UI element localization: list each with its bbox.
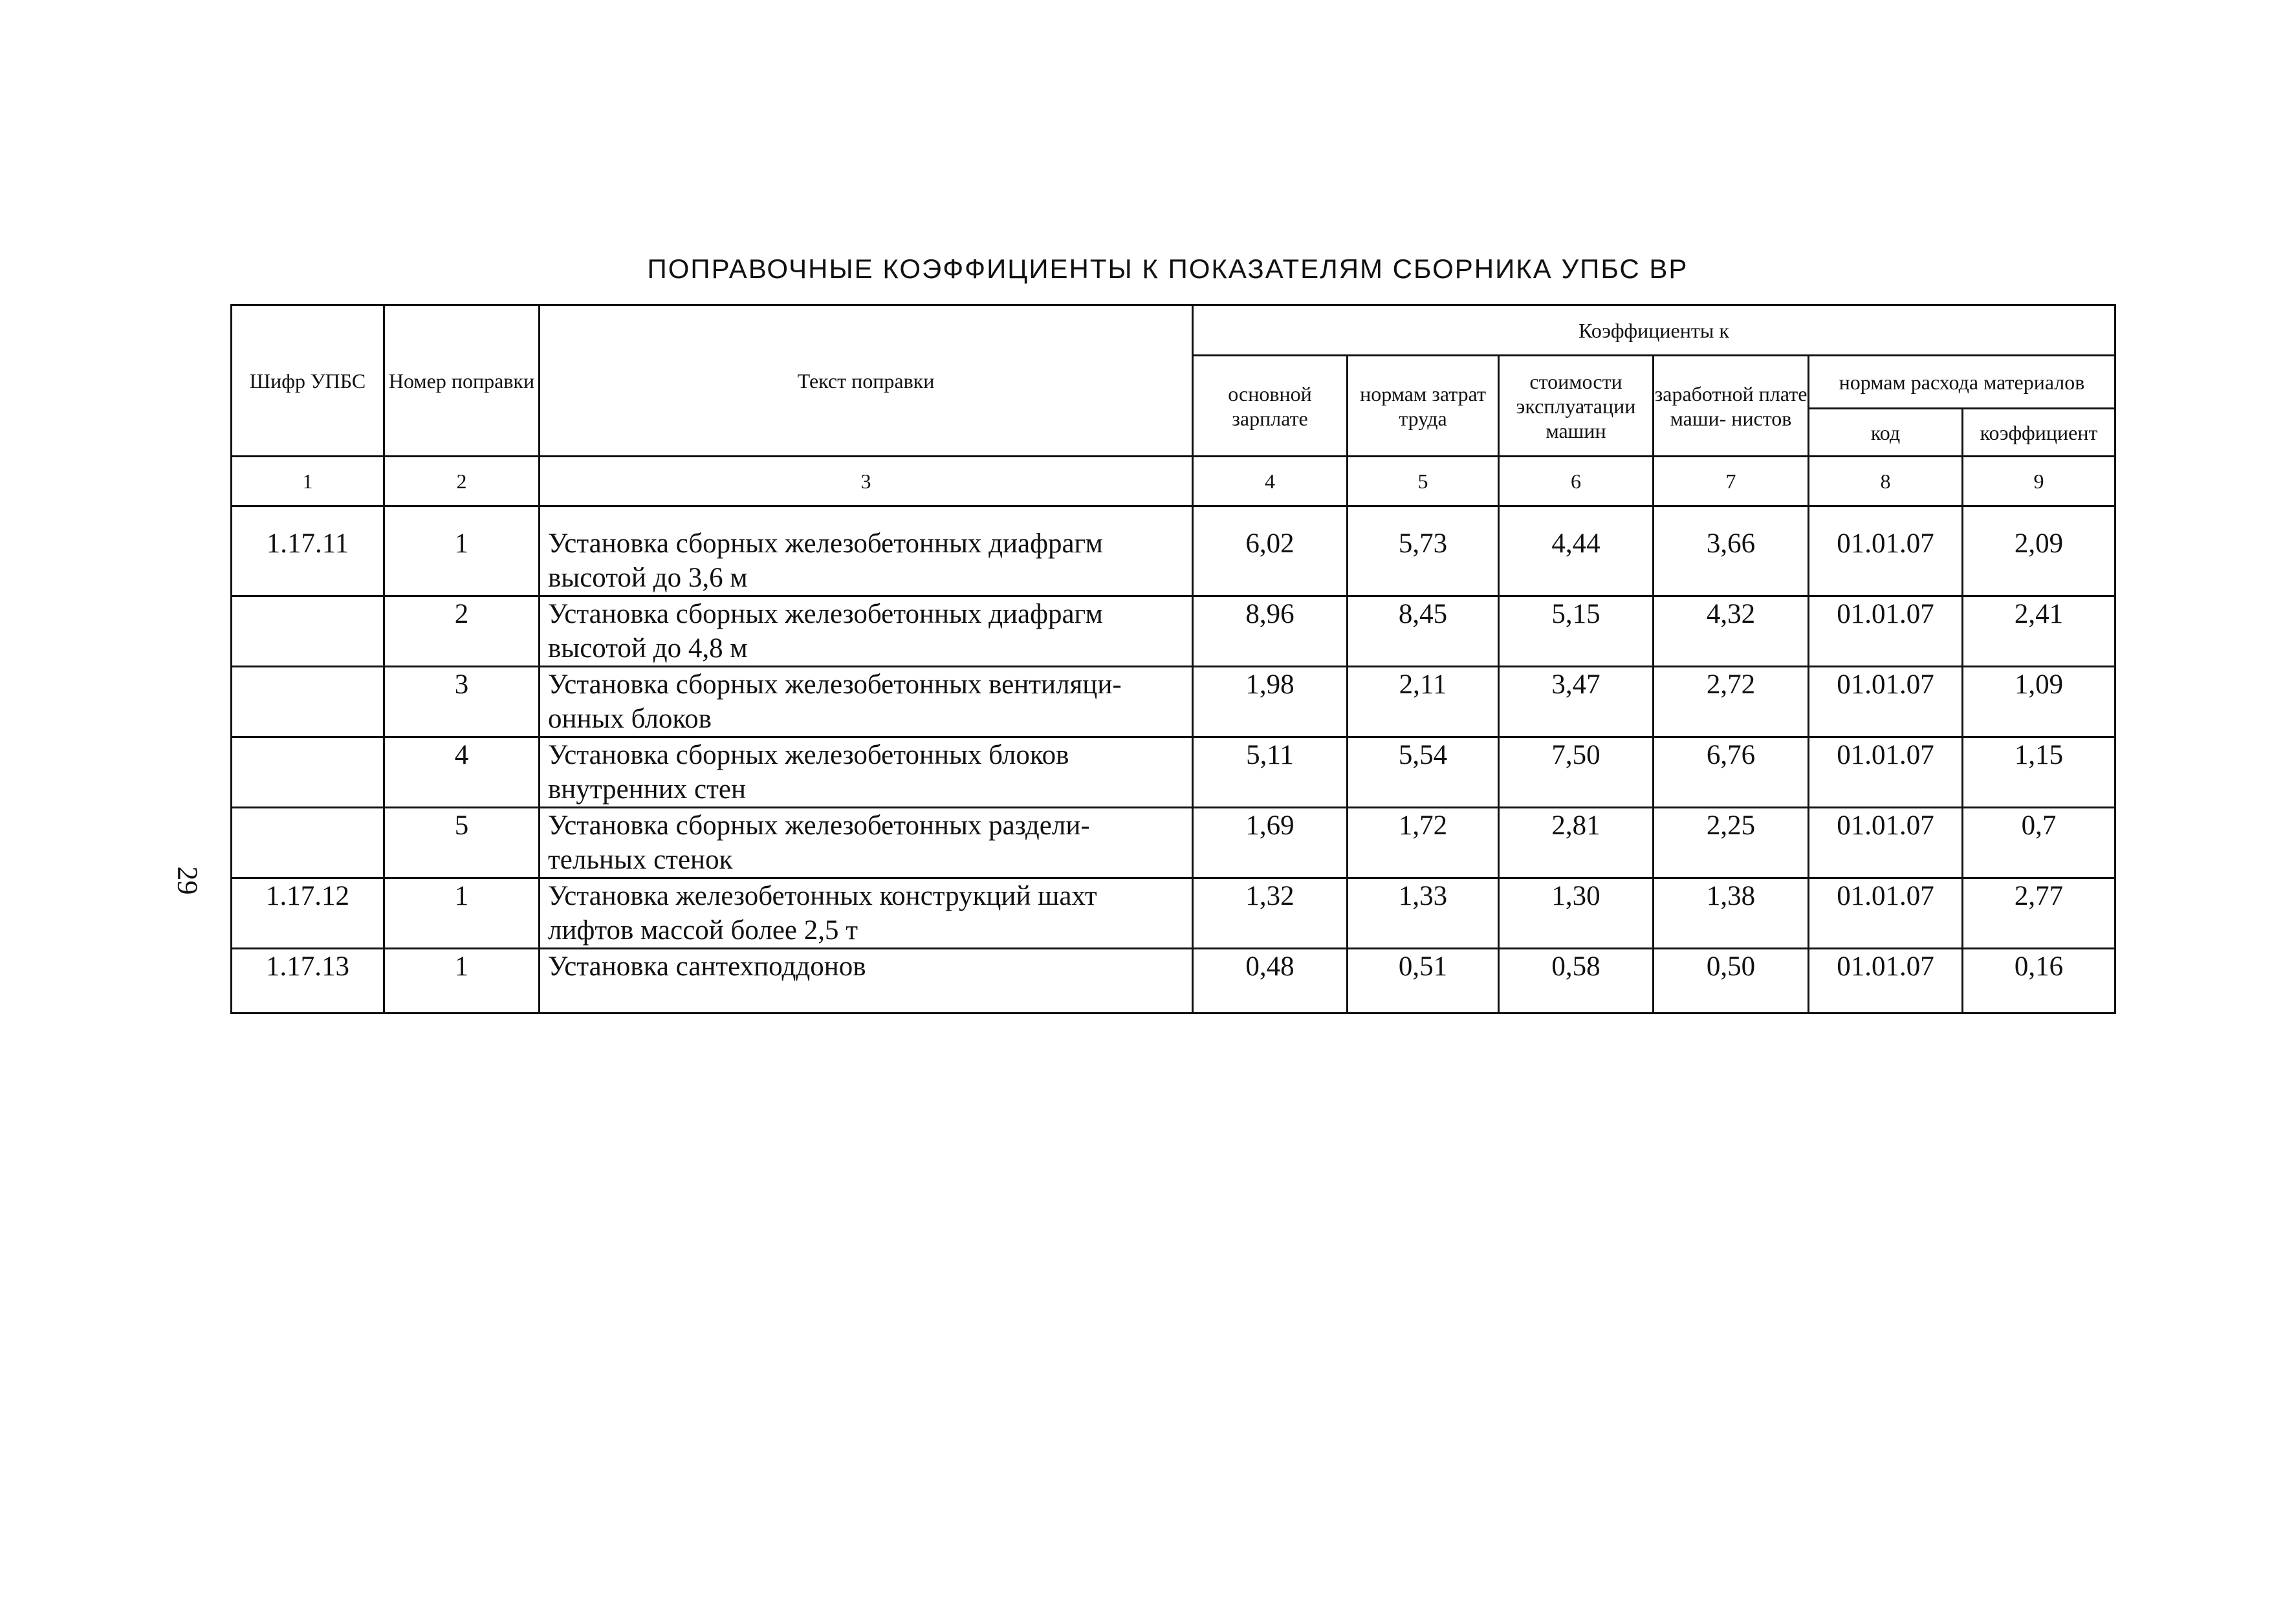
- cell-shifr: 1.17.11: [232, 506, 384, 596]
- header-nomer: Номер поправки: [384, 305, 540, 457]
- header-normam-truda: нормам затрат труда: [1348, 356, 1499, 457]
- cell-shifr: 1.17.12: [232, 878, 384, 949]
- cell-zarabotnoy: 6,76: [1654, 737, 1809, 808]
- cell-text: Установка сборных железобетонных блоков внутренних стен: [540, 737, 1193, 808]
- cell-koefficient: 1,15: [1963, 737, 2115, 808]
- header-zarabotnoy: заработной плате маши- нистов: [1654, 356, 1809, 457]
- cell-shifr: [232, 737, 384, 808]
- column-number: 3: [540, 457, 1193, 506]
- cell-zarabotnoy: 2,25: [1654, 808, 1809, 878]
- cell-kod: 01.01.07: [1809, 667, 1963, 737]
- cell-zarabotnoy: 1,38: [1654, 878, 1809, 949]
- column-number: 2: [384, 457, 540, 506]
- cell-stoimosti: 0,58: [1499, 949, 1654, 1013]
- table-row: [232, 878, 2115, 949]
- column-numbers-row: [232, 457, 2115, 506]
- page-number: 29: [171, 866, 204, 895]
- cell-zarabotnoy: 0,50: [1654, 949, 1809, 1013]
- table-row: [232, 808, 2115, 878]
- cell-osn-zarplate: 8,96: [1193, 596, 1348, 667]
- table-header: [232, 305, 2115, 457]
- cell-nomer: 1: [384, 506, 540, 596]
- cell-normam-truda: 1,33: [1348, 878, 1499, 949]
- header-shifr: Шифр УПБС: [232, 305, 384, 457]
- cell-koefficient: 0,16: [1963, 949, 2115, 1013]
- cell-text: Установка железобетонных конструкций шахт лифтов массой более 2,5 т: [540, 878, 1193, 949]
- cell-koefficient: 1,09: [1963, 667, 2115, 737]
- cell-normam-truda: 5,73: [1348, 506, 1499, 596]
- cell-text: Установка сантехподдонов: [540, 949, 1193, 1013]
- cell-koefficient: 2,77: [1963, 878, 2115, 949]
- cell-kod: 01.01.07: [1809, 596, 1963, 667]
- cell-normam-truda: 2,11: [1348, 667, 1499, 737]
- cell-shifr: [232, 808, 384, 878]
- table-body: [232, 506, 2115, 1013]
- cell-osn-zarplate: 1,98: [1193, 667, 1348, 737]
- cell-normam-truda: 8,45: [1348, 596, 1499, 667]
- cell-nomer: 1: [384, 878, 540, 949]
- cell-stoimosti: 5,15: [1499, 596, 1654, 667]
- cell-stoimosti: 4,44: [1499, 506, 1654, 596]
- cell-kod: 01.01.07: [1809, 878, 1963, 949]
- column-number: 8: [1809, 457, 1963, 506]
- header-koefficient: коэффициент: [1963, 409, 2115, 457]
- cell-normam-truda: 5,54: [1348, 737, 1499, 808]
- table-row: [232, 596, 2115, 667]
- header-text: Текст поправки: [540, 305, 1193, 457]
- cell-nomer: 4: [384, 737, 540, 808]
- column-number: 5: [1348, 457, 1499, 506]
- cell-zarabotnoy: 4,32: [1654, 596, 1809, 667]
- column-number: 9: [1963, 457, 2115, 506]
- header-koef-group: Коэффициенты к: [1193, 305, 2115, 356]
- cell-text: Установка сборных железобетонных диафрагм высотой до 4,8 м: [540, 596, 1193, 667]
- table-row: [232, 949, 2115, 1013]
- column-number: 6: [1499, 457, 1654, 506]
- cell-kod: 01.01.07: [1809, 949, 1963, 1013]
- cell-zarabotnoy: 3,66: [1654, 506, 1809, 596]
- cell-nomer: 1: [384, 949, 540, 1013]
- cell-kod: 01.01.07: [1809, 808, 1963, 878]
- cell-shifr: [232, 667, 384, 737]
- header-osn-zarplate: основной зарплате: [1193, 356, 1348, 457]
- cell-nomer: 3: [384, 667, 540, 737]
- header-normam-rashoda: нормам расхода материалов: [1809, 356, 2115, 409]
- cell-stoimosti: 7,50: [1499, 737, 1654, 808]
- cell-text: Установка сборных железобетонных вентиляци- онных блоков: [540, 667, 1193, 737]
- cell-normam-truda: 0,51: [1348, 949, 1499, 1013]
- cell-zarabotnoy: 2,72: [1654, 667, 1809, 737]
- cell-osn-zarplate: 1,69: [1193, 808, 1348, 878]
- header-kod: код: [1809, 409, 1963, 457]
- cell-nomer: 5: [384, 808, 540, 878]
- table-row: [232, 667, 2115, 737]
- cell-osn-zarplate: 1,32: [1193, 878, 1348, 949]
- cell-text: Установка сборных железобетонных раздели- тельных стенок: [540, 808, 1193, 878]
- cell-stoimosti: 1,30: [1499, 878, 1654, 949]
- table-row: [232, 506, 2115, 596]
- table-title: ПОПРАВОЧНЫЕ КОЭФФИЦИЕНТЫ К ПОКАЗАТЕЛЯМ СБОРНИКА УПБС ВР: [647, 254, 1688, 284]
- cell-koefficient: 2,41: [1963, 596, 2115, 667]
- column-number: 4: [1193, 457, 1348, 506]
- cell-nomer: 2: [384, 596, 540, 667]
- cell-osn-zarplate: 5,11: [1193, 737, 1348, 808]
- cell-stoimosti: 2,81: [1499, 808, 1654, 878]
- cell-stoimosti: 3,47: [1499, 667, 1654, 737]
- cell-kod: 01.01.07: [1809, 506, 1963, 596]
- column-number: 1: [232, 457, 384, 506]
- column-number: 7: [1654, 457, 1809, 506]
- coefficients-table: [230, 304, 2116, 1014]
- cell-kod: 01.01.07: [1809, 737, 1963, 808]
- cell-text: Установка сборных железобетонных диафрагм высотой до 3,6 м: [540, 506, 1193, 596]
- table-row: [232, 737, 2115, 808]
- cell-shifr: 1.17.13: [232, 949, 384, 1013]
- header-stoimosti: стоимости эксплуатации машин: [1499, 356, 1654, 457]
- cell-shifr: [232, 596, 384, 667]
- cell-osn-zarplate: 6,02: [1193, 506, 1348, 596]
- cell-koefficient: 2,09: [1963, 506, 2115, 596]
- cell-osn-zarplate: 0,48: [1193, 949, 1348, 1013]
- cell-normam-truda: 1,72: [1348, 808, 1499, 878]
- cell-koefficient: 0,7: [1963, 808, 2115, 878]
